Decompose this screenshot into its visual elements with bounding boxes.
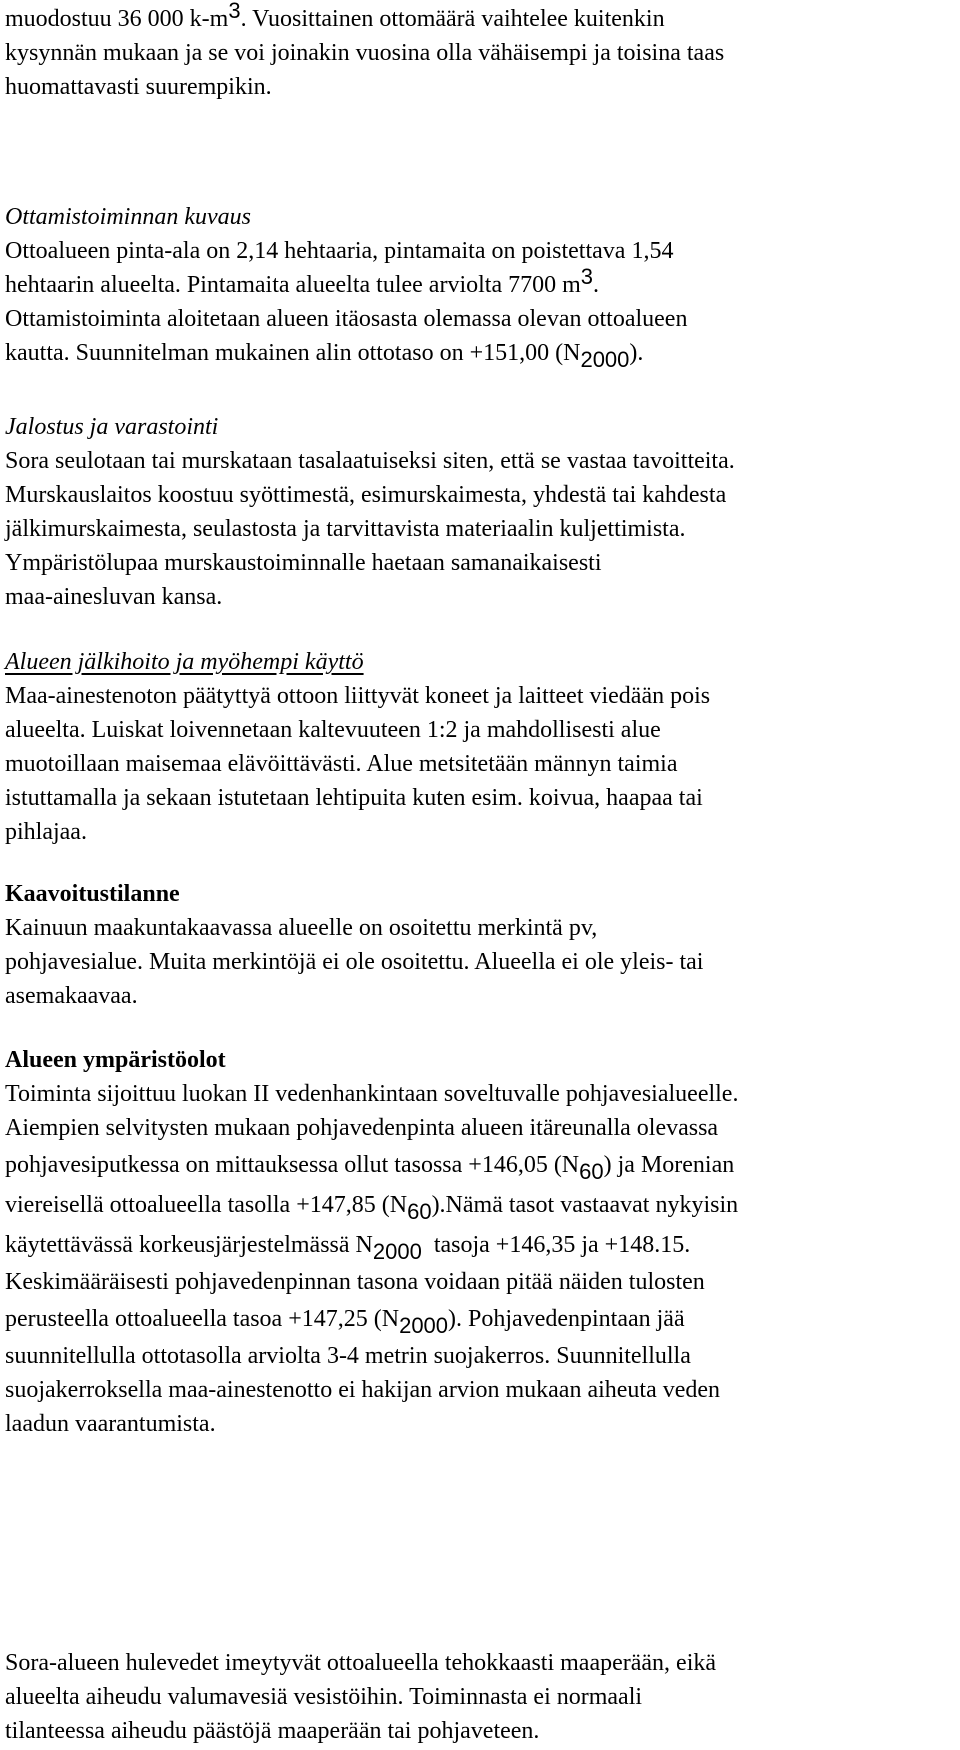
text-line: pohjavesiputkessa on mittauksessa ollut tasossa +146,05 (N60) ja Morenian: [5, 1152, 735, 1184]
text-line: Murskauslaitos koostuu syöttimestä, esimurskaimesta, yhdestä tai kahdesta: [5, 482, 727, 508]
text-line: jälkimurskaimesta, seulastosta ja tarvittavista materiaalin kuljettimista.: [5, 516, 686, 542]
section-environment: [5, 1043, 955, 1441]
subscript: 60: [407, 1199, 432, 1224]
text-line: Maa-ainestenoton päätyttyä ottoon liittyvät koneet ja laitteet viedään pois: [5, 683, 711, 709]
subscript: 2000: [580, 347, 630, 372]
text-line: Sora-alueen hulevedet imeytyvät ottoalueella tehokkaasti maaperään, eikä: [5, 1650, 717, 1676]
subscript: 2000: [399, 1313, 449, 1338]
section-heading: Ottamistoiminnan kuvaus: [5, 204, 251, 230]
text-line: alueelta aiheudu valumavesiä vesistöihin. Toiminnasta ei normaali: [5, 1684, 643, 1710]
text-line: pihlajaa.: [5, 819, 87, 845]
text-line: viereisellä ottoalueella tasolla +147,85 (N60).Nämä tasot vastaavat nykyisin: [5, 1192, 739, 1224]
text-line: tilanteessa aiheudu päästöjä maaperään tai pohjaveteen.: [5, 1718, 540, 1744]
text-line: kysynnän mukaan ja se voi joinakin vuosina olla vähäisempi ja toisina taas: [5, 40, 725, 66]
section-extraction-description: [5, 200, 955, 370]
text-line: Ympäristölupaa murskaustoiminnalle haetaan samanaikaisesti: [5, 550, 602, 576]
section-heading: Jalostus ja varastointi: [5, 414, 219, 440]
text-line: hehtaarin alueelta. Pintamaita alueelta tulee arviolta 7700 m3.: [5, 264, 600, 298]
stormwater-paragraph: [5, 1646, 955, 1748]
section-processing-storage: [5, 410, 955, 614]
text-line: huomattavasti suurempikin.: [5, 74, 272, 100]
section-heading: Kaavoitustilanne: [5, 881, 180, 907]
superscript: 3: [580, 264, 594, 289]
text-line: Ottoalueen pinta-ala on 2,14 hehtaaria, pintamaita on poistettava 1,54: [5, 238, 674, 264]
intro-paragraph: [5, 2, 955, 104]
text-line: suunnitellulla ottotasolla arviolta 3-4 metrin suojakerros. Suunnitellulla: [5, 1343, 691, 1369]
text-line: Aiempien selvitysten mukaan pohjavedenpinta alueen itäreunalla olevassa: [5, 1115, 719, 1141]
text-line: asemakaavaa.: [5, 983, 138, 1009]
text-line: kautta. Suunnitelman mukainen alin ottotaso on +151,00 (N2000).: [5, 340, 644, 372]
text-line: muodostuu 36 000 k-m3. Vuosittainen ottomäärä vaihtelee kuitenkin: [5, 0, 665, 32]
text-line: pohjavesialue. Muita merkintöjä ei ole osoitettu. Alueella ei ole yleis- tai: [5, 949, 704, 975]
text-line: muotoillaan maisemaa elävöittävästi. Alue metsitetään männyn taimia: [5, 751, 678, 777]
text-line: perusteella ottoalueella tasoa +147,25 (N2000). Pohjavedenpintaan jää: [5, 1306, 685, 1338]
text-line: Kainuun maakuntakaavassa alueelle on osoitettu merkintä pv,: [5, 915, 598, 941]
section-zoning: [5, 877, 955, 1013]
superscript: 3: [228, 0, 241, 23]
section-heading: Alueen jälkihoito ja myöhempi käyttö: [5, 649, 364, 675]
text-line: istuttamalla ja sekaan istutetaan lehtipuita kuten esim. koivua, haapaa tai: [5, 785, 703, 811]
text-line: käytettävässä korkeusjärjestelmässä N2000 tasoja +146,35 ja +148.15.: [5, 1232, 691, 1264]
text-line: laadun vaarantumista.: [5, 1411, 216, 1437]
section-heading: Alueen ympäristöolot: [5, 1047, 226, 1073]
text-line: maa-ainesluvan kansa.: [5, 584, 223, 610]
text-line: suojakerroksella maa-ainestenotto ei hakijan arvion mukaan aiheuta veden: [5, 1377, 721, 1403]
subscript: 2000: [372, 1239, 422, 1264]
text-line: alueelta. Luiskat loivennetaan kaltevuuteen 1:2 ja mahdollisesti alue: [5, 717, 661, 743]
text-line: Sora seulotaan tai murskataan tasalaatuiseksi siten, että se vastaa tavoitteita.: [5, 448, 735, 474]
text-line: Toiminta sijoittuu luokan II vedenhankintaan soveltuvalle pohjavesialueelle.: [5, 1081, 739, 1107]
text-line: Keskimääräisesti pohjavedenpinnan tasona voidaan pitää näiden tulosten: [5, 1269, 705, 1295]
text-line: Ottamistoiminta aloitetaan alueen itäosasta olemassa olevan ottoalueen: [5, 306, 688, 332]
subscript: 60: [579, 1159, 604, 1184]
section-aftercare: [5, 645, 955, 849]
